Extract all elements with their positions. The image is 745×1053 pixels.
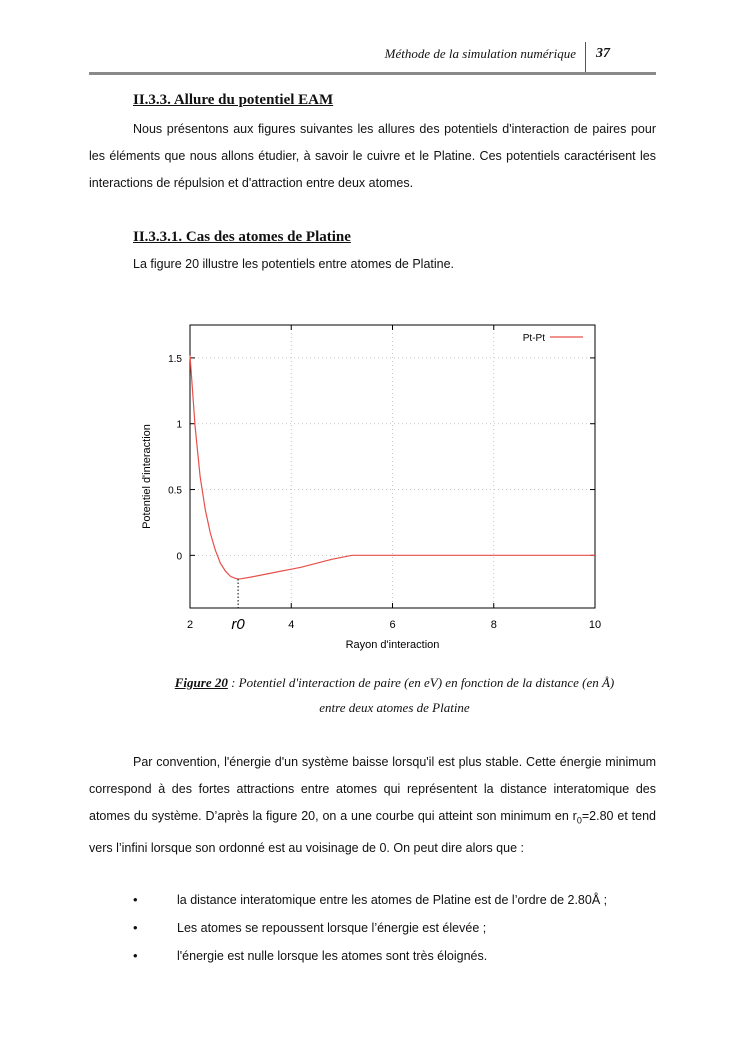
list-item [89,942,656,970]
intro-paragraph: Nous présentons aux figures suivantes les allures des potentiels d'interaction de paires pour les éléments que nous allons étudier, à savoir le cuivre et le Platine. Ces potentiels caractérisent les interactions de répulsion et d'attraction entre deux atomes. [89,122,656,190]
page-header [89,40,656,75]
page-number: 37 [596,46,610,61]
header-separator [585,42,586,72]
legend-label: Pt-Pt [522,333,545,344]
x-tick-label: 10 [588,619,602,631]
body-text-part2: =2.80 et tend vers l’infini lorsque son ordonné est au voisinage de 0. On peut dire alors que : [89,809,656,855]
bullet-icon: • [133,920,138,935]
y-tick-label: 1.5 [168,353,182,365]
body-subscript: 0 [576,815,582,826]
list-item-text: Les atomes se repoussent lorsque l’énergie est élevée ; [177,921,487,935]
r0-annotation: r0 [231,616,245,633]
y-tick-label: 0.5 [168,485,182,497]
x-tick-label: 6 [389,619,396,631]
x-axis-label: Rayon d'interaction [345,639,440,651]
bullet-icon: • [133,948,138,963]
y-axis-label: Potentiel d'interaction [141,424,153,529]
subsection-heading: II.3.3.1. Cas des atomes de Platine [133,229,351,245]
x-tick-label: 8 [490,619,497,631]
conclusion-list [89,886,656,970]
list-item-text: l'énergie est nulle lorsque les atomes sont très éloignés. [177,949,488,963]
body-paragraph [89,749,656,862]
x-tick-label: 4 [288,619,295,631]
bullet-icon: • [133,892,138,907]
potential-chart [130,315,610,660]
list-item [89,914,656,942]
x-tick-label: 2 [186,619,194,631]
list-item [89,886,656,914]
list-item-text: la distance interatomique entre les atomes de Platine est de l’ordre de 2.80Å ; [177,893,608,907]
section-heading: II.3.3. Allure du potentiel EAM [133,92,334,108]
tick-layer [168,325,601,631]
header-title: Méthode de la simulation numérique [384,46,576,61]
grid-layer [190,325,595,608]
caption-line1: : Potentiel d'interaction de paire (en eV) en fonction de la distance (en Å) [227,675,615,690]
figure-caption [133,670,656,720]
y-tick-label: 1 [176,419,182,431]
y-tick-label: 0 [176,551,182,563]
figure-intro: La figure 20 illustre les potentiels entre atomes de Platine. [133,257,455,271]
figure-label: Figure 20 [174,675,228,690]
caption-line2: entre deux atomes de Platine [319,700,470,715]
body-text-part1: Par convention, l'énergie d'un système baisse lorsqu'il est plus stable. Cette énergie minimum correspond à des fortes attractions entre atomes qui représentent la distance interatomique des atomes du système. D’après la figure 20, on a une courbe qui atteint son minimum en r [89,755,656,823]
